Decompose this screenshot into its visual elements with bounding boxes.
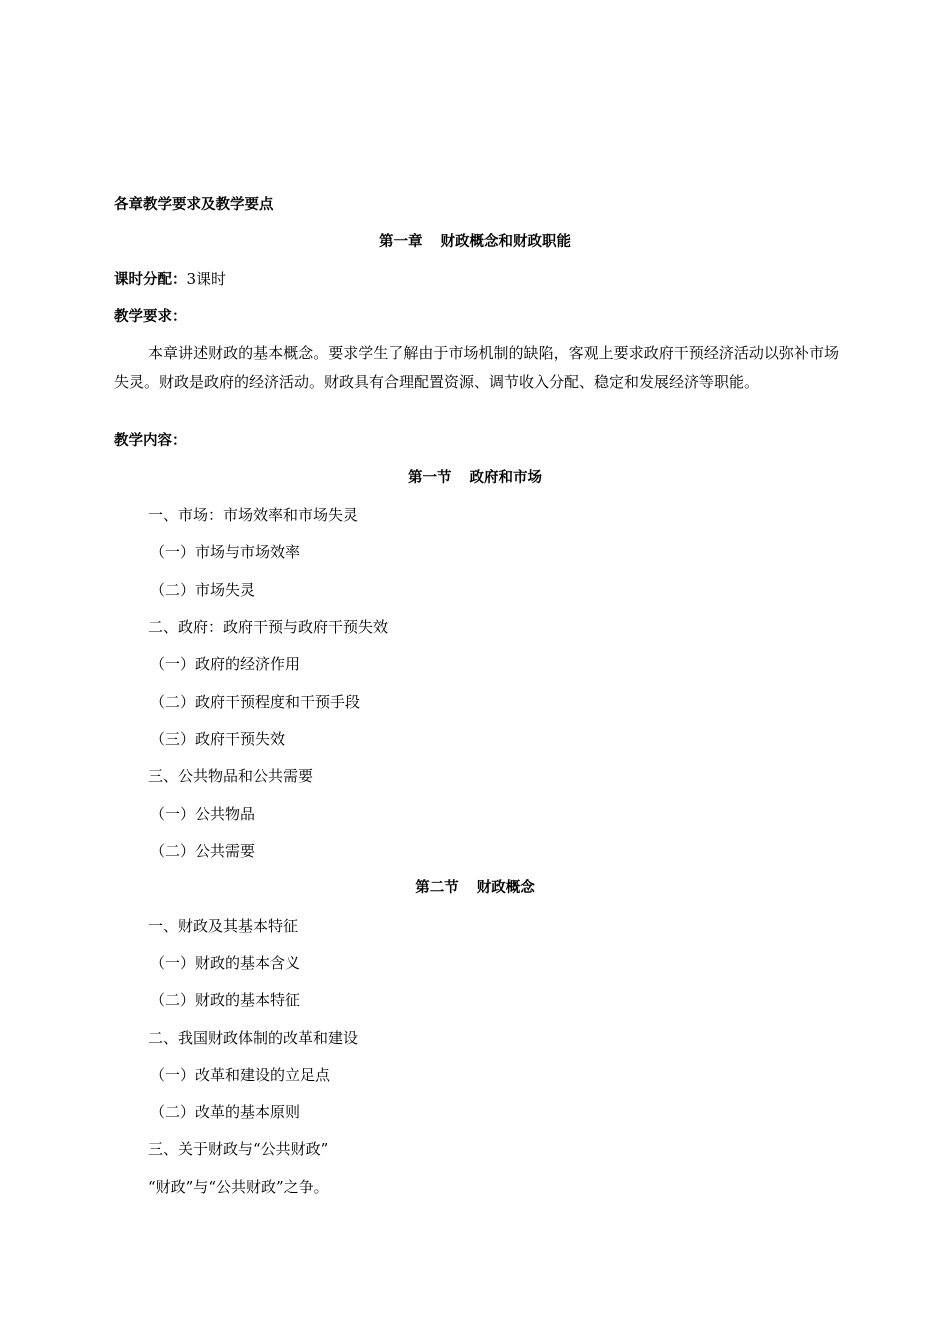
hours-value: 3课时: [186, 270, 227, 288]
body-text-line: “财政”与“公共财政”之争。: [148, 1178, 329, 1196]
outline-item: 一、财政及其基本特征: [148, 917, 299, 935]
outline-subitem: （二）市场失灵: [150, 581, 256, 599]
outline-subitem: （一）财政的基本含义: [150, 954, 301, 972]
section-name: 财政概念: [476, 880, 535, 896]
outline-item: 二、我国财政体制的改革和建设: [148, 1029, 359, 1047]
chapter-number: 第一章: [379, 234, 423, 250]
outline-subitem: （三）政府干预失效: [150, 730, 286, 748]
requirements-paragraph: 本章讲述财政的基本概念。要求学生了解由于市场机制的缺陷，客观上要求政府干预经济活动以弥补市场失灵。财政是政府的经济活动。财政具有合理配置资源、调节收入分配、稳定和发展经济等职能。: [114, 344, 839, 391]
section-title: [0, 878, 950, 898]
requirements-label: 教学要求：: [114, 309, 187, 325]
content-label: 教学内容：: [114, 433, 187, 449]
outline-item: 一、市场：市场效率和市场失灵: [148, 506, 359, 524]
outline-item: 二、政府：政府干预与政府干预失效: [148, 618, 389, 636]
outline-subitem: （一）市场与市场效率: [150, 543, 301, 561]
document-heading: 各章教学要求及教学要点: [114, 197, 274, 213]
section-title: [0, 468, 950, 488]
hours-label: 课时分配：: [114, 272, 187, 288]
section-number: 第一节: [408, 470, 452, 486]
hours-line: [114, 269, 226, 290]
outline-subitem: （二）公共需要: [150, 842, 256, 860]
outline-subitem: （二）改革的基本原则: [150, 1103, 301, 1121]
chapter-name: 财政概念和财政职能: [440, 234, 571, 250]
outline-subitem: （一）公共物品: [150, 805, 256, 823]
outline-subitem: （一）政府的经济作用: [150, 655, 301, 673]
section-number: 第二节: [415, 880, 459, 896]
outline-item: 三、关于财政与“公共财政”: [148, 1140, 329, 1158]
section-name: 政府和市场: [469, 470, 542, 486]
outline-item: 三、公共物品和公共需要: [148, 767, 314, 785]
outline-subitem: （一）改革和建设的立足点: [150, 1066, 331, 1084]
outline-subitem: （二）政府干预程度和干预手段: [150, 693, 361, 711]
chapter-title: [0, 232, 950, 252]
outline-subitem: （二）财政的基本特征: [150, 991, 301, 1009]
